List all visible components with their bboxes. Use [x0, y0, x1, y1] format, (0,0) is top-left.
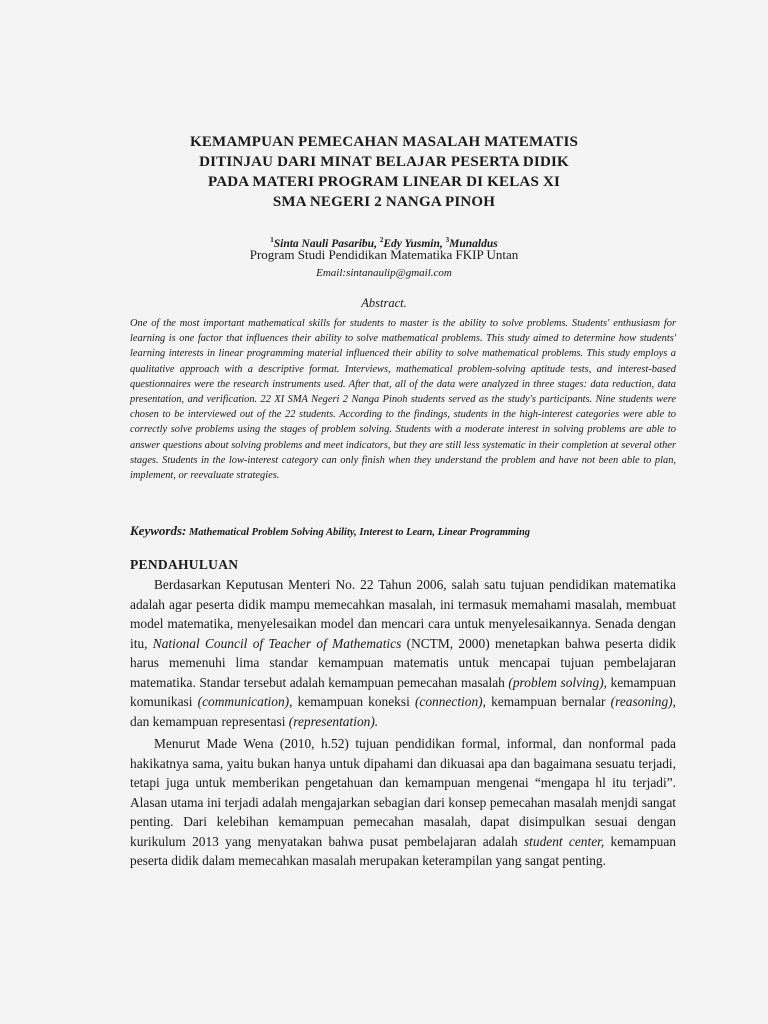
paragraph-text: kemampuan peserta didik dalam memecahkan masalah merupakan keterampilan yang sangat penting.	[130, 833, 676, 868]
paragraph-text: Menurut Made Wena (2010, h.52) tujuan pendidikan formal, informal, dan nonformal pada hakikatnya sama, yaitu bukan hanya untuk dipahami dan dikuasai apa dan bagaimana sesuatu terjadi, tetapi juga untuk memberikan pengetahuan dan kemampuan mengenai “mengapa hl itu terjadi”. Alasan utama ini terjadi adalah mengajarkan sebagian dari konsep pemecahan masalah menjdi sangat penting. Dari kelebihan kemampuan pemecahan masalah, dapat disimpulkan sesuai dengan kurikulum 2013 yang menyatakan bahwa pusat pembelajaran adalah	[130, 736, 676, 849]
paper-title	[0, 132, 768, 212]
author-1-mark: 1	[270, 236, 274, 244]
keywords-label: Keywords:	[130, 523, 187, 538]
italic-term: (problem solving)	[508, 674, 604, 690]
paragraph-text: (NCTM, 2000) menetapkan bahwa peserta didik harus memenuhi lima standar kemampuan matematis untuk mencapai tujuan pembelajaran matematika. Standar tersebut adalah kemampuan pemecahan masalah	[130, 635, 676, 690]
author-email: Email:sintanaulip@gmail.com	[316, 267, 452, 279]
affiliation: Program Studi Pendidikan Matematika FKIP Untan	[249, 247, 519, 262]
title-line: DITINJAU DARI MINAT BELAJAR PESERTA DIDIK	[199, 154, 569, 170]
section-heading: PENDAHULUAN	[130, 557, 239, 572]
title-line: SMA NEGERI 2 NANGA PINOH	[272, 194, 496, 210]
abstract-heading: Abstract.	[361, 296, 407, 310]
keywords-list: Mathematical Problem Solving Ability, Interest to Learn, Linear Programming	[188, 527, 531, 538]
paragraph-1	[130, 575, 676, 731]
author-2-name: Edy Yusmin,	[383, 237, 446, 250]
keywords-line	[130, 523, 690, 541]
paragraph-text: , kemampuan koneksi	[289, 694, 415, 709]
italic-term: (representation).	[288, 713, 379, 729]
paragraph-2	[130, 734, 676, 871]
italic-term: National Council of Teacher of Mathematics	[152, 635, 402, 651]
author-3-name: Munaldus	[449, 237, 498, 250]
paragraph-text: kemampuan bernalar	[485, 694, 611, 709]
italic-term: (communication)	[197, 694, 290, 709]
author-1-name: Sinta Nauli Pasaribu,	[273, 237, 380, 250]
paragraph-text: , kemampuan komunikasi	[130, 674, 676, 709]
title-line: PADA MATERI PROGRAM LINEAR DI KELAS XI	[207, 174, 561, 190]
abstract-text: One of the most important mathematical skills for students to master is the ability to solve problems. Students' enthusiasm for learning is one factor that influences their ability to solve mathematical problems. This study aimed to determine how students' learning interests in linear programming material influenced their ability to solve mathematical problems. This study employs a qualitative approach with a descriptive format. Interviews, mathematical problem-solving aptitude tests, and interest-based questionnaires were the research instruments used. After that, all of the data were analyzed in three stages: data reduction, data presentation, and verification. 22 XI SMA Negeri 2 Nanga Pinoh students served as the study's participants. Nine students were chosen to be interviewed out of the 22 students. According to the findings, students in the high-interest categories were able to correctly solve problems using the stages of problem solving. Students with a moderate interest in solving problems are able to answer questions about solving problems and meet indicators, but they are still less systematic in their completion at several other stages. Students in the low-interest category can only finish when they understand the problem and have not been able to plan, implement, or reevaluate strategies.	[130, 318, 676, 482]
author-2-mark: 2	[379, 236, 384, 244]
author-3-mark: 3	[445, 236, 450, 244]
italic-term: (connection),	[414, 694, 486, 709]
italic-term: student center,	[523, 833, 605, 849]
italic-term: (reasoning)	[610, 694, 673, 709]
paragraph-text: , dan kemampuan representasi	[130, 694, 676, 729]
paragraph-text: Berdasarkan Keputusan Menteri No. 22 Tahun 2006, salah satu tujuan pendidikan matematika adalah agar peserta didik mampu memecahkan masalah, ini termasuk memahami masalah, membuat model matematika, menyelesaikan model dan mencari cara untuk menyelesaikannya. Senada dengan itu,	[130, 577, 676, 651]
title-line: KEMAMPUAN PEMECAHAN MASALAH MATEMATIS	[189, 134, 579, 150]
